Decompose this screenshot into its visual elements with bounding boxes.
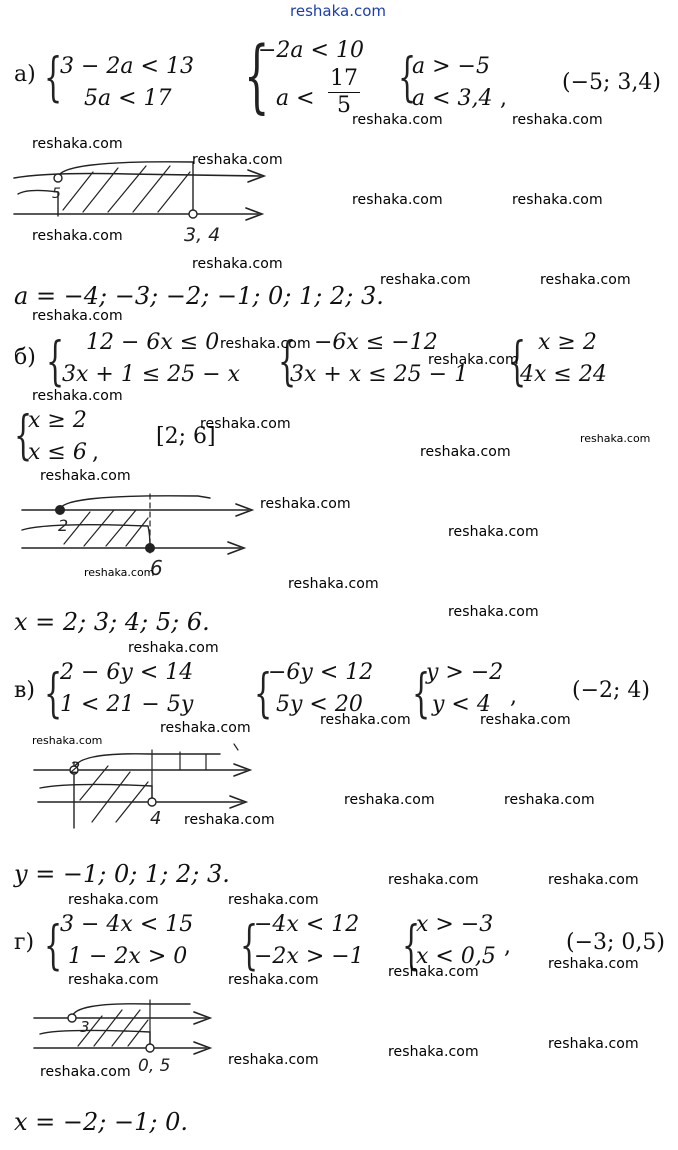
a-frac-num: 17: [330, 66, 358, 91]
b-comma: ,: [92, 440, 99, 465]
a-sys1-line1: 3 − 2a < 13: [60, 54, 194, 79]
label-d: г): [14, 930, 35, 955]
watermark: reshaka.com: [32, 136, 123, 152]
label-b: б): [14, 345, 36, 370]
brace-b3: {: [508, 332, 527, 392]
watermark: reshaka.com: [512, 192, 603, 208]
watermark: reshaka.com: [220, 336, 311, 352]
d-mark-right: 0, 5: [138, 1056, 171, 1076]
watermark: reshaka.com: [128, 640, 219, 656]
c-sys3-line1: y > −2: [426, 660, 504, 685]
watermark: reshaka.com: [192, 152, 283, 168]
a-answer: a = −4; −3; −2; −1; 0; 1; 2; 3.: [14, 282, 384, 310]
watermark: reshaka.com: [548, 872, 639, 888]
watermark: reshaka.com: [580, 432, 651, 445]
d-sys2-line2: −2x > −1: [254, 944, 364, 969]
b-number-line-sketch: [18, 486, 258, 576]
watermark: reshaka.com: [200, 416, 291, 432]
d-answer: x = −2; −1; 0.: [14, 1108, 188, 1136]
watermark: reshaka.com: [448, 604, 539, 620]
watermark: reshaka.com: [548, 956, 639, 972]
watermark: reshaka.com: [228, 1052, 319, 1068]
d-interval: (−3; 0,5): [566, 930, 665, 955]
brace-a3: {: [398, 48, 417, 108]
watermark: reshaka.com: [32, 308, 123, 324]
watermark: reshaka.com: [388, 872, 479, 888]
c-mark-left: 2: [70, 758, 81, 777]
c-comma: ,: [510, 684, 517, 709]
b-sys3-line1: x ≥ 2: [538, 330, 597, 355]
watermark: reshaka.com: [192, 256, 283, 272]
c-sys2-line1: −6y < 12: [268, 660, 374, 685]
watermark: reshaka.com: [352, 112, 443, 128]
brace-b1: {: [46, 332, 65, 392]
c-sys1-line1: 2 − 6y < 14: [60, 660, 194, 685]
watermark: reshaka.com: [288, 576, 379, 592]
watermark: reshaka.com: [228, 892, 319, 908]
b-sys1-line2: 3x + 1 ≤ 25 − x: [62, 362, 241, 387]
d-sys1-line2: 1 − 2x > 0: [68, 944, 188, 969]
d-sys3-line1: x > −3: [416, 912, 494, 937]
watermark: reshaka.com: [448, 524, 539, 540]
c-interval: (−2; 4): [572, 678, 650, 703]
watermark: reshaka.com: [228, 972, 319, 988]
b-sys3-line2: 4x ≤ 24: [520, 362, 607, 387]
watermark: reshaka.com: [540, 272, 631, 288]
watermark: reshaka.com: [548, 1036, 639, 1052]
a-mark-left: 5: [52, 186, 61, 202]
brace-d1: {: [44, 916, 63, 976]
c-sys2-line2: 5y < 20: [276, 692, 363, 717]
watermark: reshaka.com: [504, 792, 595, 808]
a-sys1-line2: 5a < 17: [84, 86, 172, 111]
brace-a2: {: [244, 29, 270, 122]
watermark-top: reshaka.com: [290, 2, 386, 20]
d-sys3-line2: x < 0,5: [416, 944, 496, 969]
watermark: reshaka.com: [32, 388, 123, 404]
b-mark-right: 6: [150, 556, 163, 580]
watermark: reshaka.com: [260, 496, 351, 512]
a-sys2-line2: a <: [276, 86, 315, 111]
b-sys4-line1: x ≥ 2: [28, 408, 87, 433]
a-mark-right: 3, 4: [184, 224, 221, 246]
watermark: reshaka.com: [420, 444, 511, 460]
watermark: reshaka.com: [320, 712, 411, 728]
brace-c3: {: [412, 664, 431, 724]
watermark: reshaka.com: [32, 734, 103, 747]
watermark: reshaka.com: [84, 566, 155, 579]
d-sys1-line1: 3 − 4x < 15: [60, 912, 194, 937]
d-mark-left: 3: [80, 1018, 90, 1036]
brace-b4: {: [14, 406, 33, 466]
c-mark-right: 4: [150, 808, 162, 829]
brace-d2: {: [240, 916, 259, 976]
watermark: reshaka.com: [160, 720, 251, 736]
d-sys2-line1: −4x < 12: [254, 912, 360, 937]
label-a: а): [14, 62, 36, 87]
b-mark-left: 2: [58, 516, 69, 535]
a-sys3-line2: a < 3,4: [412, 86, 493, 111]
watermark: reshaka.com: [512, 112, 603, 128]
c-answer: y = −1; 0; 1; 2; 3.: [14, 860, 230, 888]
watermark: reshaka.com: [40, 468, 131, 484]
b-sys2-line1: −6x ≤ −12: [314, 330, 438, 355]
a-sys2-line1: −2a < 10: [258, 38, 364, 63]
watermark: reshaka.com: [32, 228, 123, 244]
watermark: reshaka.com: [352, 192, 443, 208]
brace-a1: {: [44, 48, 63, 108]
brace-c1: {: [44, 664, 63, 724]
c-sys3-line2: y < 4: [432, 692, 491, 717]
watermark: reshaka.com: [428, 352, 519, 368]
watermark: reshaka.com: [480, 712, 571, 728]
a-interval: (−5; 3,4): [562, 70, 661, 95]
brace-b2: {: [278, 332, 297, 392]
a-frac-den: 5: [337, 93, 351, 118]
a-comma: ,: [500, 86, 507, 111]
d-comma: ,: [504, 934, 511, 959]
b-sys2-line2: 3x + x ≤ 25 − 1: [290, 362, 469, 387]
watermark: reshaka.com: [388, 1044, 479, 1060]
b-answer: x = 2; 3; 4; 5; 6.: [14, 608, 210, 636]
watermark: reshaka.com: [380, 272, 471, 288]
b-sys1-line1: 12 − 6x ≤ 0: [86, 330, 220, 355]
brace-c2: {: [254, 664, 273, 724]
watermark: reshaka.com: [68, 892, 159, 908]
b-interval: [2; 6]: [156, 424, 216, 449]
watermark: reshaka.com: [40, 1064, 131, 1080]
label-c: в): [14, 678, 35, 703]
c-sys1-line2: 1 < 21 − 5y: [60, 692, 194, 717]
brace-d3: {: [402, 916, 421, 976]
a-sys3-line1: a > −5: [412, 54, 490, 79]
watermark: reshaka.com: [184, 812, 275, 828]
watermark: reshaka.com: [388, 964, 479, 980]
b-sys4-line2: x ≤ 6: [28, 440, 87, 465]
watermark: reshaka.com: [68, 972, 159, 988]
watermark: reshaka.com: [344, 792, 435, 808]
